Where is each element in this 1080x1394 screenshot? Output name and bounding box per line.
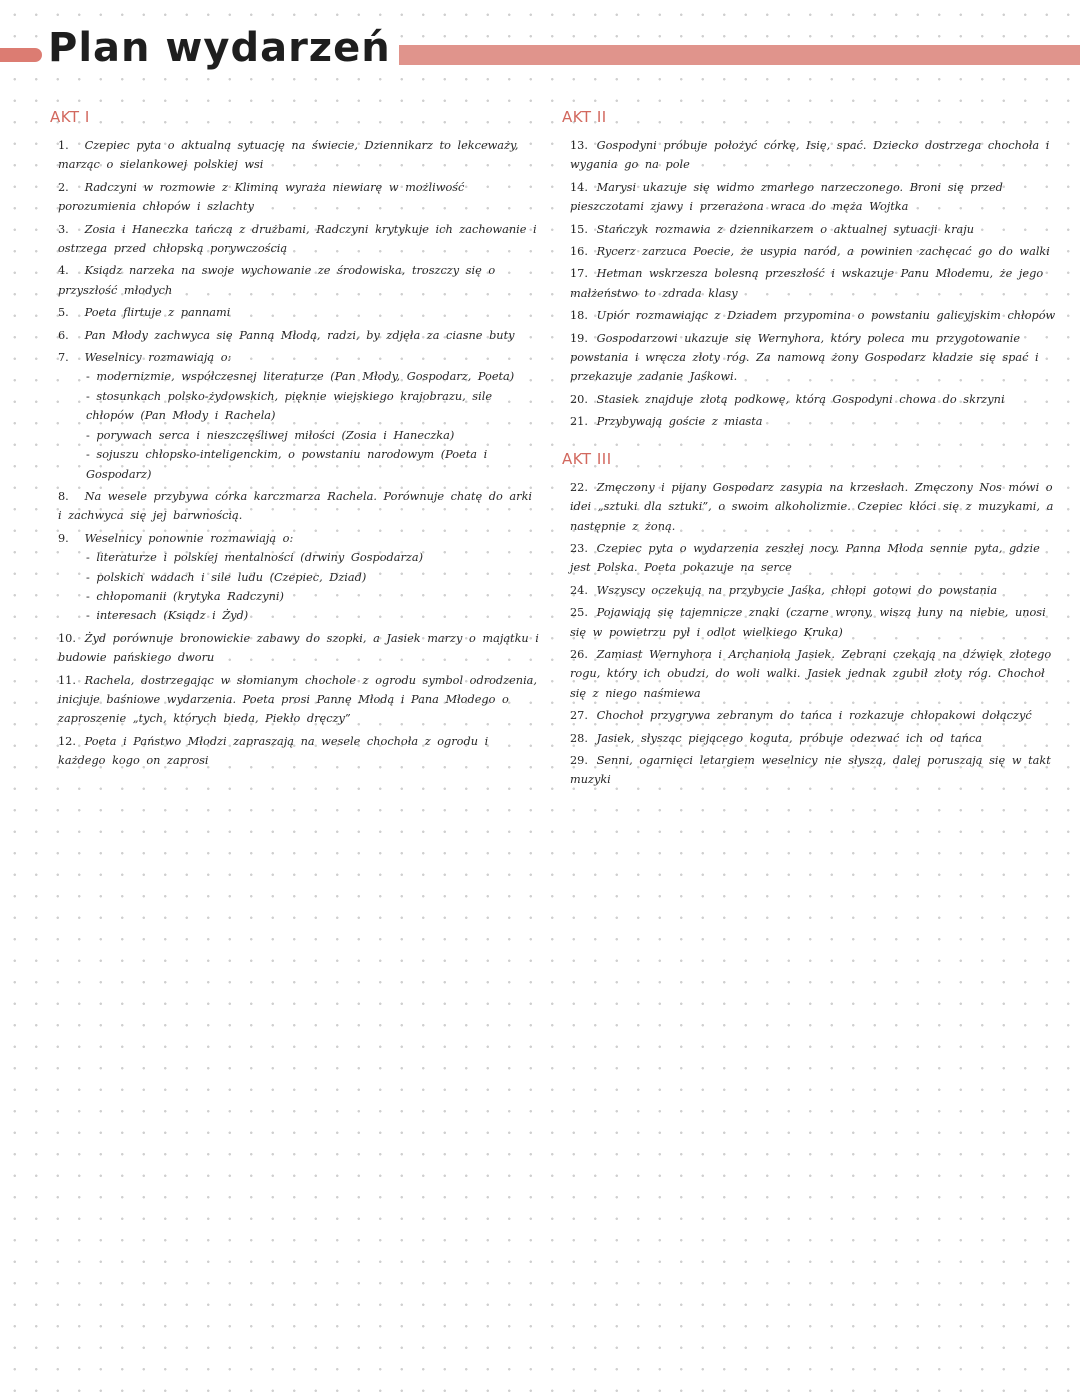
- event-text: Wszyscy oczekują na przybycie Jaśka, chłopi gotowi do powstania: [596, 583, 998, 597]
- sub-item: - polskich wadach i sile ludu (Czepiec, Dziad): [86, 568, 542, 587]
- event-number: 23.: [570, 541, 588, 555]
- event-number: 7.: [58, 351, 69, 365]
- sub-item: - interesach (Ksiądz i Żyd): [86, 606, 542, 625]
- event-number: 6.: [58, 328, 69, 342]
- event-number: 3.: [58, 222, 69, 236]
- event-item: [570, 306, 1062, 325]
- event-text: Weselnicy ponownie rozmawiają o:: [84, 531, 294, 545]
- event-text: Stańczyk rozmawia z dziennikarzem o aktualnej sytuacji kraju: [596, 222, 975, 236]
- sub-item: - literaturze i polskiej mentalności (drwiny Gospodarza): [86, 548, 542, 567]
- sub-list: [58, 548, 542, 626]
- event-text: Radczyni w rozmowie z Kliminą wyraża niewiarę w możliwość porozumienia chłopów i szlachty: [58, 180, 465, 214]
- event-text: Weselnicy rozmawiają o:: [84, 351, 232, 365]
- event-number: 20.: [570, 392, 588, 406]
- event-number: 16.: [570, 245, 588, 259]
- event-text: Marysi ukazuje się widmo zmarłego narzeczonego. Broni się przed pieszczotami zjawy i przerażona wraca do męża Wojtka: [570, 180, 1003, 214]
- sub-list: [58, 367, 542, 483]
- event-list: [562, 478, 1062, 790]
- event-number: 14.: [570, 180, 588, 194]
- event-list: [562, 136, 1062, 432]
- event-item: [58, 326, 542, 345]
- event-number: 17.: [570, 267, 588, 281]
- event-item: [570, 220, 1062, 239]
- title-accent-right: [330, 45, 1080, 65]
- event-number: 28.: [570, 731, 588, 745]
- event-item: [58, 178, 542, 217]
- column-left: [50, 108, 542, 774]
- sub-item: - sojuszu chłopsko-inteligenckim, o powstaniu narodowym (Poeta i Gospodarz): [86, 445, 542, 484]
- event-number: 12.: [58, 734, 76, 748]
- event-number: 11.: [58, 673, 76, 687]
- event-item: [58, 487, 542, 526]
- event-text: Poeta i Państwo Młodzi zapraszają na wesele chochoła z ogrodu i każdego kogo on zaprosi: [58, 734, 489, 768]
- event-number: 26.: [570, 647, 588, 661]
- act-heading: AKT I: [50, 108, 90, 126]
- event-number: 21.: [570, 415, 588, 429]
- event-text: Upiór rozmawiając z Dziadem przypomina o powstaniu galicyjskim chłopów: [596, 309, 1056, 323]
- act-heading: AKT II: [562, 108, 607, 126]
- event-text: Zamiast Wernyhora i Archanioła Jasiek. Zebrani czekają na dźwięk złotego rogu, który ich obudzi, do woli walki. Jasiek jednak zgubił złoty róg. Chochoł się z niego naśmiewa: [570, 647, 1052, 700]
- event-text: Jasiek, słysząc piejącego koguta, próbuje odezwać ich od tańca: [596, 731, 982, 745]
- event-number: 9.: [58, 531, 69, 545]
- event-number: 5.: [58, 306, 69, 320]
- event-item: [570, 242, 1062, 261]
- event-item: [570, 706, 1062, 725]
- event-number: 18.: [570, 309, 588, 323]
- event-item: [58, 732, 542, 771]
- event-item: [570, 390, 1062, 409]
- event-number: 29.: [570, 753, 588, 767]
- event-text: Pojawiają się tajemnicze znaki (czarne wrony, wiszą łuny na niebie, unosi się w powietrzu pył i odlot wielkiego Kruka): [570, 606, 1046, 639]
- event-item: [570, 264, 1062, 303]
- event-number: 19.: [570, 331, 588, 345]
- event-list: [50, 136, 542, 771]
- event-item: [58, 136, 542, 175]
- event-text: Hetman wskrzesza bolesną przeszłość i wskazuje Panu Młodemu, że jego małżeństwo to zdrada klasy: [570, 267, 1044, 300]
- event-text: Pan Młody zachwyca się Panną Młodą, radzi, by zdjęła za ciasne buty: [84, 328, 515, 342]
- event-item: [570, 478, 1062, 536]
- sub-item: - porywach serca i nieszczęśliwej miłości (Zosia i Haneczka): [86, 426, 542, 445]
- event-text: Czepiec pyta o wydarzenia zeszłej nocy. Panna Młoda sennie pyta, gdzie jest Polska. Poeta pokazuje na serce: [570, 541, 1040, 575]
- event-item: [570, 178, 1062, 217]
- sub-item: - chłopomanii (krytyka Radczyni): [86, 587, 542, 606]
- event-item: [58, 529, 542, 626]
- event-item: [58, 629, 542, 668]
- event-item: [58, 261, 542, 300]
- event-item: [58, 348, 542, 484]
- event-text: Senni, ogarnięci letargiem weselnicy nie słyszą, dalej poruszają się w takt muzyki: [570, 753, 1051, 787]
- page-title: Plan wydarzeń: [44, 20, 399, 76]
- event-item: [570, 645, 1062, 703]
- event-number: 4.: [58, 264, 69, 278]
- event-text: Rachela, dostrzegając w słomianym chochole z ogrodu symbol odrodzenia, inicjuje baśniowe wydarzenia. Poeta prosi Pannę Młodą i Pana Młodego o zaproszenie „tych, których bieda, Piekło dręczy”: [58, 673, 538, 726]
- event-item: [570, 603, 1062, 642]
- event-number: 2.: [58, 180, 69, 194]
- event-text: Żyd porównuje bronowickie zabawy do szopki, a Jasiek marzy o majątku i budowie pańskiego dworu: [58, 631, 539, 665]
- event-text: Chochoł przygrywa zebranym do tańca i rozkazuje chłopakowi dołączyć: [596, 709, 1032, 723]
- event-text: Stasiek znajduje złotą podkowę, którą Gospodyni chowa do skrzyni: [596, 392, 1005, 406]
- event-text: Czepiec pyta o aktualną sytuację na świecie, Dziennikarz to lekceważy, marząc o sielankowej polskiej wsi: [58, 139, 519, 172]
- event-item: [570, 329, 1062, 387]
- event-text: Na wesele przybywa córka karczmarza Rachela. Porównuje chatę do arki i zachwyca się jej barwnością.: [58, 489, 533, 523]
- event-number: 8.: [58, 489, 69, 503]
- event-item: [570, 412, 1062, 431]
- column-right: [562, 108, 1062, 793]
- event-number: 24.: [570, 583, 588, 597]
- event-number: 13.: [570, 139, 588, 152]
- event-item: [570, 751, 1062, 790]
- sub-item: - stosunkach polsko-żydowskich, pięknie wiejskiego krajobrazu, sile chłopów (Pan Młody i Rachela): [86, 387, 542, 426]
- event-item: [570, 539, 1062, 578]
- event-item: [58, 220, 542, 259]
- event-text: Gospodarzowi ukazuje się Wernyhora, który poleca mu przygotowanie powstania i wręcza złoty róg. Za namową żony Gospodarz kładzie się spać i przekazuje zadanie Jaśkowi.: [570, 331, 1039, 384]
- event-text: Poeta flirtuje z pannami: [84, 306, 231, 320]
- event-item: [570, 729, 1062, 748]
- event-text: Gospodyni próbuje położyć córkę, Isię, spać. Dziecko dostrzega chochoła i wygania go na pole: [570, 139, 1050, 172]
- sub-item: - modernizmie, współczesnej literaturze (Pan Młody, Gospodarz, Poeta): [86, 367, 542, 386]
- title-accent-left: [0, 48, 42, 62]
- event-number: 25.: [570, 606, 588, 620]
- event-item: [58, 671, 542, 729]
- event-text: Zmęczony i pijany Gospodarz zasypia na krzesłach. Zmęczony Nos mówi o idei „sztuki dla sztuki”, o swoim alkoholizmie. Czepiec kłóci się z muzykami, a następnie z żoną.: [570, 480, 1054, 533]
- event-text: Zosia i Haneczka tańczą z drużbami, Radczyni krytykuje ich zachowanie i ostrzega przed chłopską porywczością: [58, 222, 537, 256]
- event-item: [570, 581, 1062, 600]
- title-bar: [0, 18, 1080, 78]
- event-item: [570, 136, 1062, 175]
- event-number: 15.: [570, 222, 588, 236]
- event-text: Rycerz zarzuca Poecie, że usypia naród, a powinien zachęcać go do walki: [596, 245, 1050, 259]
- event-number: 10.: [58, 631, 76, 645]
- event-number: 27.: [570, 709, 588, 723]
- event-text: Ksiądz narzeka na swoje wychowanie ze środowiska, troszczy się o przyszłość młodych: [58, 264, 496, 297]
- event-number: 1.: [58, 139, 69, 152]
- act-heading: AKT III: [562, 449, 612, 468]
- event-item: [58, 303, 542, 322]
- event-number: 22.: [570, 480, 588, 494]
- event-text: Przybywają goście z miasta: [596, 415, 763, 429]
